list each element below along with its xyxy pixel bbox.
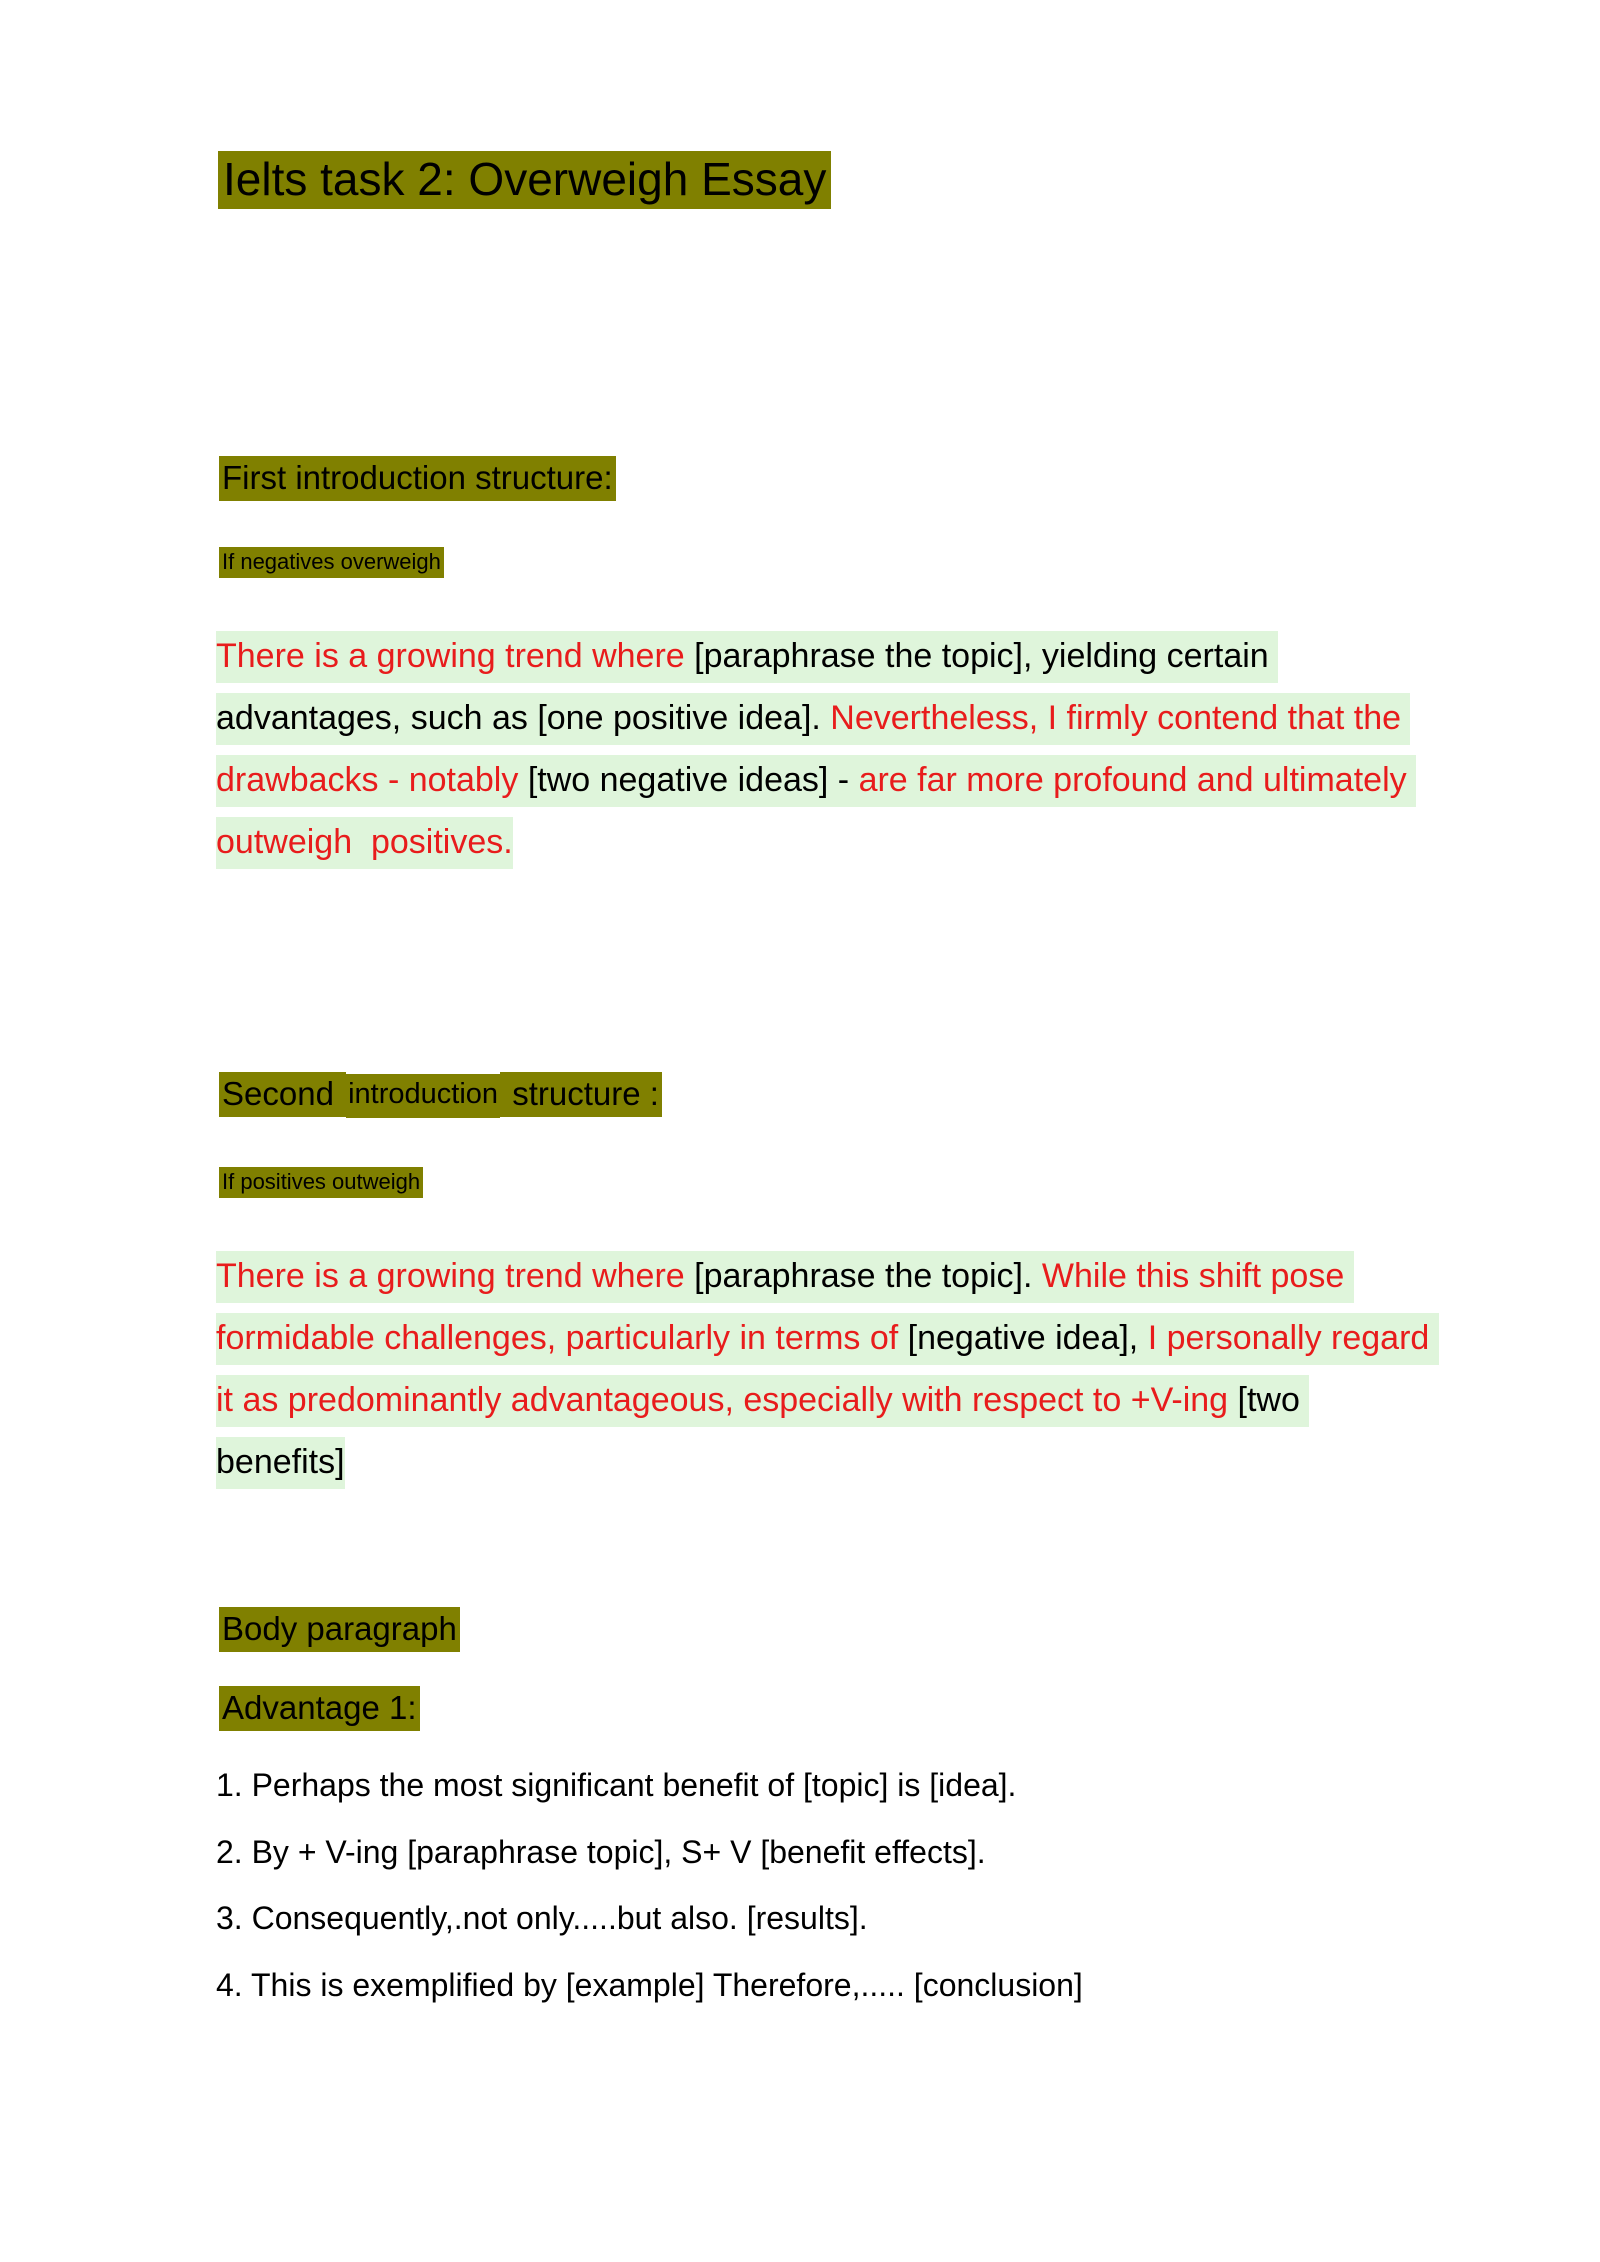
first-intro-seg-6: [two negative ideas] - [528,755,859,807]
second-intro-heading [219,1073,1469,1116]
first-intro-sublabel-text: If negatives overweigh [219,547,444,578]
second-intro-seg-3: While this shift pose formidable challenges, particularly in terms of [216,1251,1354,1365]
body-paragraph-heading-text: Body paragraph [219,1607,460,1652]
document-title-text: Ielts task 2: Overweigh Essay [218,151,831,209]
advantage-1-list [216,1765,1516,2031]
second-intro-seg-4: [negative idea], [908,1313,1139,1365]
first-intro-seg-7: are far more profound and ultimately outweigh positives. [216,755,1416,869]
first-intro-seg-1: There is a growing trend where [216,631,694,683]
body-paragraph-heading [219,1608,1469,1651]
second-intro-seg-2: [paraphrase the topic]. [694,1251,1032,1303]
first-intro-seg-5: Nevertheless, I firmly contend that the drawbacks - notably [216,693,1410,807]
list-item: 3. Consequently,.not only.....but also. [results]. [216,1900,868,1937]
second-intro-seg-5: I personally regard it as predominantly advantageous, especially with respect to +V-ing [216,1313,1439,1427]
first-intro-sublabel [219,548,1119,577]
first-intro-heading-text: First introduction structure: [219,456,616,501]
second-intro-sublabel [219,1168,1119,1197]
list-item: 2. By + V-ing [paraphrase topic], S+ V [benefit effects]. [216,1833,986,1870]
second-intro-heading-part1: Second [219,1072,346,1117]
list-item: 4. This is exemplified by [example] Therefore,..... [conclusion] [216,1966,1083,2003]
second-intro-paragraph [216,1245,1439,1493]
first-intro-seg-2: [paraphrase the topic], yielding certain advantages, such as [216,631,1278,745]
document-title [218,150,1418,210]
second-intro-seg-1: There is a growing trend where [216,1251,694,1303]
second-intro-seg-6: [two benefits] [216,1375,1309,1489]
list-item: 1. Perhaps the most significant benefit of [topic] is [idea]. [216,1767,1017,1803]
first-intro-heading [219,457,1469,500]
second-intro-heading-part3: structure : [500,1072,662,1117]
second-intro-heading-part2: introduction [346,1074,500,1118]
advantage-1-subheading-text: Advantage 1: [219,1686,420,1731]
first-intro-paragraph [216,625,1431,873]
second-intro-sublabel-text: If positives outweigh [219,1167,423,1198]
advantage-1-subheading [219,1687,1469,1730]
first-intro-seg-4: [one positive idea]. [537,693,821,745]
